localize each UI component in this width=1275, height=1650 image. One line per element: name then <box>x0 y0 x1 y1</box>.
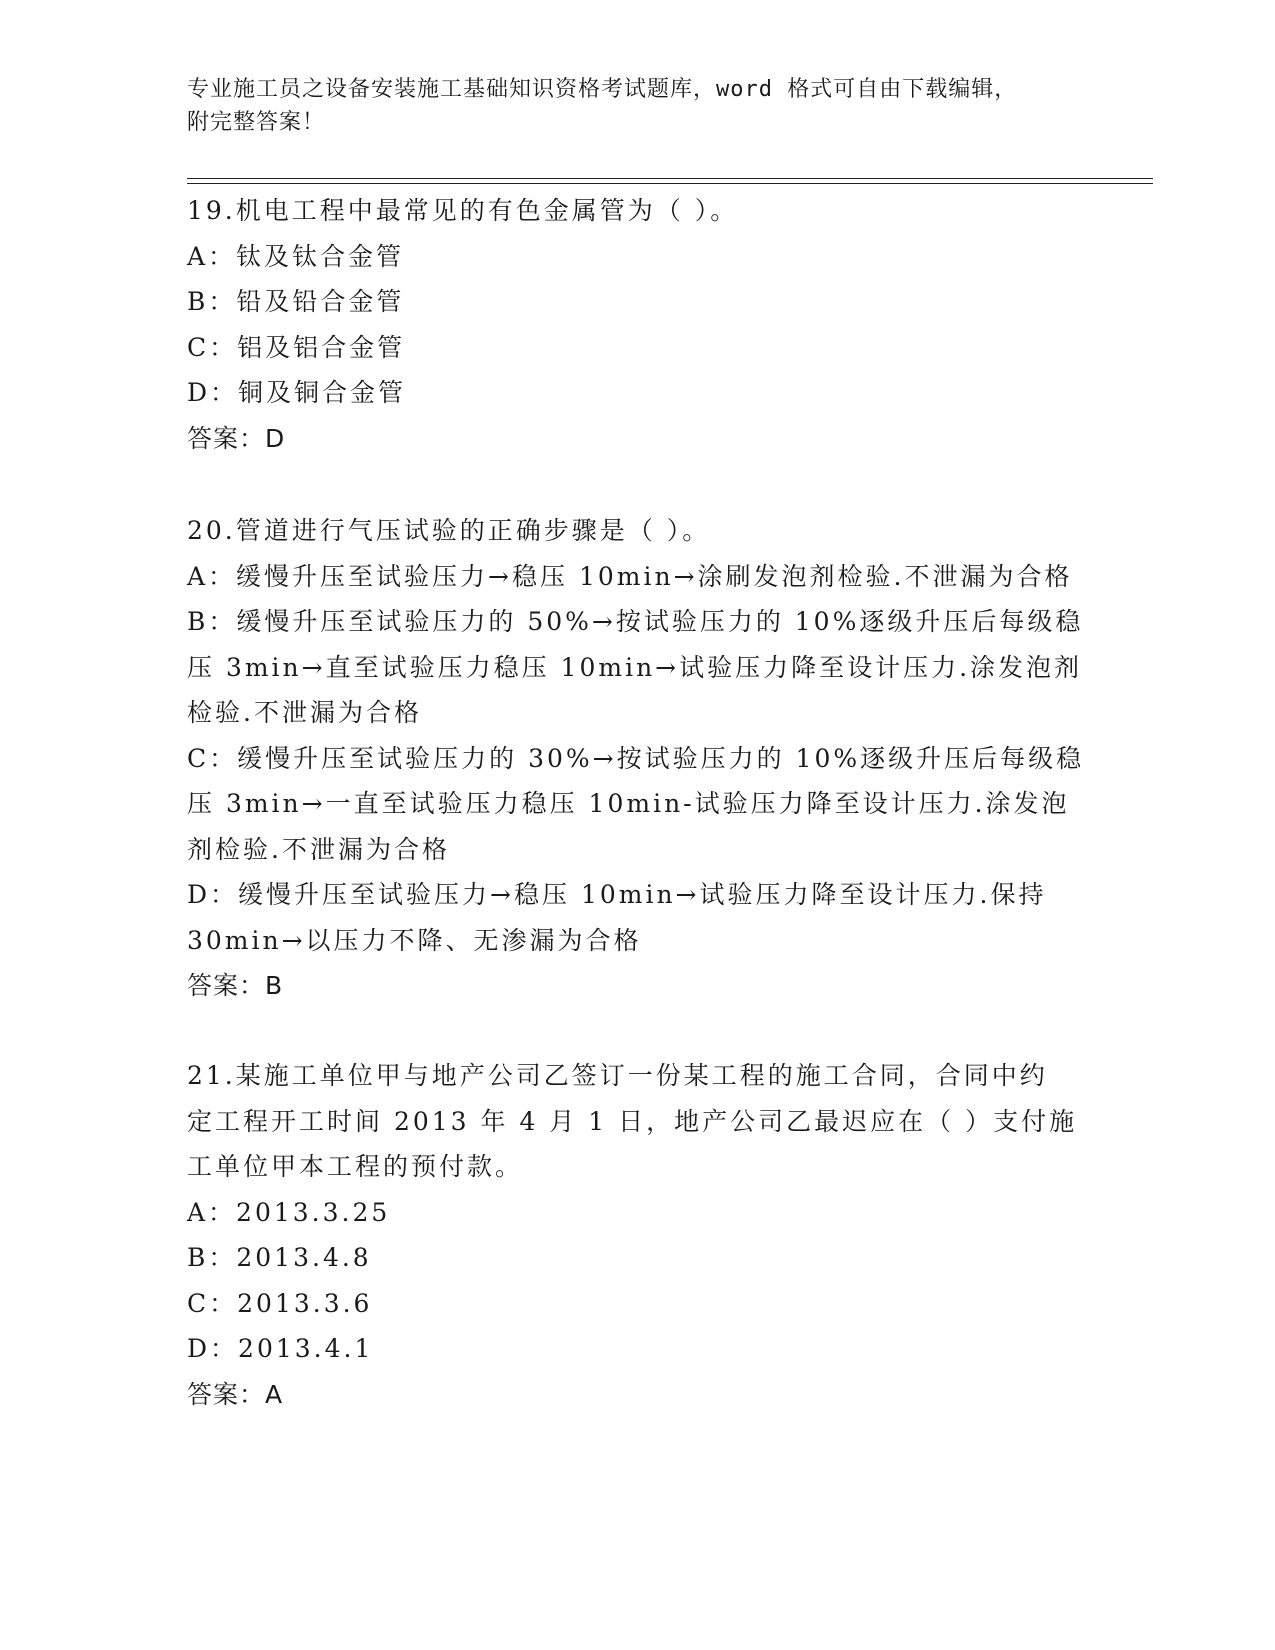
header-divider <box>187 183 1153 184</box>
option-d: D：铜及铜合金管 <box>187 378 407 407</box>
option-b: B：铅及铅合金管 <box>187 287 405 316</box>
answer-line: 答案：B <box>187 971 284 1000</box>
option-a: A：缓慢升压至试验压力→稳压 10min→涂刷发泡剂检验.不泄漏为合格 <box>187 561 1073 591</box>
document-header <box>187 73 1067 139</box>
option-b: B：2013.4.8 <box>187 1243 372 1272</box>
option-c: C：缓慢升压至试验压力的 30%→按试验压力的 10%逐级升压后每级稳 <box>187 743 1085 773</box>
header-line: 附完整答案！ <box>187 110 326 135</box>
answer-line: 答案：D <box>187 423 286 453</box>
question-19 <box>187 188 1087 461</box>
option-d: D：缓慢升压至试验压力→稳压 10min→试验压力降至设计压力.保持 <box>187 880 1047 909</box>
header-line: 专业施工员之设备安装施工基础知识资格考试题库，word 格式可自由下载编辑， <box>187 77 1018 102</box>
question-stem: 21.某施工单位甲与地产公司乙签订一份某工程的施工合同，合同中约 <box>187 1061 1048 1090</box>
question-20 <box>187 508 1087 1009</box>
answer-line: 答案：A <box>187 1379 284 1409</box>
question-stem: 20.管道进行气压试验的正确步骤是（ ）。 <box>187 516 711 545</box>
option-c: C：铝及铝合金管 <box>187 332 406 362</box>
option-a: A：钛及钛合金管 <box>187 241 405 271</box>
option-b-continued: 检验.不泄漏为合格 <box>187 698 422 727</box>
option-c-continued: 剂检验.不泄漏为合格 <box>187 834 450 864</box>
question-stem: 19.机电工程中最常见的有色金属管为（ ）。 <box>187 196 739 225</box>
option-d: D：2013.4.1 <box>187 1334 374 1363</box>
option-b: B：缓慢升压至试验压力的 50%→按试验压力的 10%逐级升压后每级稳 <box>187 607 1084 636</box>
option-b-continued: 压 3min→直至试验压力稳压 10min→试验压力降至设计压力.涂发泡剂 <box>187 652 1083 682</box>
option-d-continued: 30min→以压力不降、无渗漏为合格 <box>187 925 642 955</box>
option-a: A：2013.3.25 <box>187 1197 391 1227</box>
question-stem-continued: 工单位甲本工程的预付款。 <box>187 1152 524 1181</box>
option-c: C：2013.3.6 <box>187 1288 373 1318</box>
header-divider <box>187 178 1153 179</box>
option-c-continued: 压 3min→一直至试验压力稳压 10min-试验压力降至设计压力.涂发泡 <box>187 789 1070 818</box>
question-21 <box>187 1053 1087 1417</box>
question-stem-continued: 定工程开工时间 2013 年 4 月 1 日，地产公司乙最迟应在（ ）支付施 <box>187 1106 1078 1136</box>
